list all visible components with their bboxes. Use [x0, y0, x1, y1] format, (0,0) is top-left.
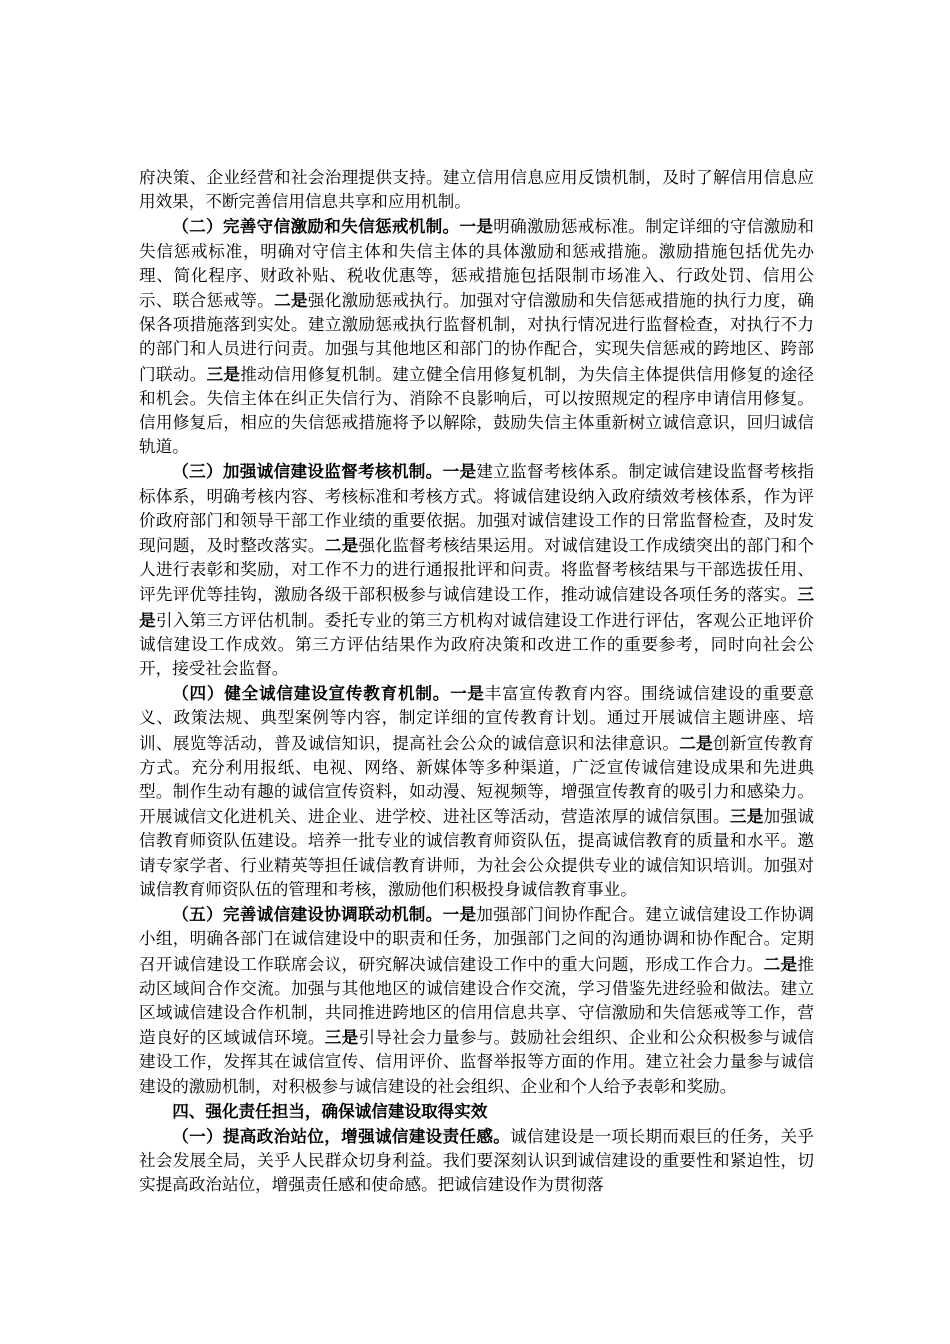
bold-text-segment: 四、强化责任担当，确保诚信建设取得实效	[172, 1100, 488, 1121]
bold-text-segment: 二是	[274, 290, 308, 311]
paragraph-publicity-education	[139, 681, 814, 902]
bold-text-segment: 三是	[139, 584, 814, 630]
text-segment: 府决策、企业经营和社会治理提供支持。建立信用信息应用反馈机制，及时了解信用信息应用效果，不断完善信用信息共享和应用机制。	[139, 168, 814, 212]
text-segment: 强化激励惩戒执行。加强对守信激励和失信惩戒措施的执行力度，确保各项措施落到实处。建立激励惩戒执行监督机制，对执行情况进行监督检查，对执行不力的部门和人员进行问责。加强与其他地区和部门的协作配合，实现失信惩戒的跨地区、跨部门联动。	[139, 291, 815, 384]
text-segment: 引入第三方评估机制。委托专业的第三方机构对诚信建设工作进行评估，客观公正地评价诚信建设工作成效。第三方评估结果作为政府决策和改进工作的重要参考，同时向社会公开，接受社会监督。	[139, 610, 815, 679]
bold-text-segment: （五）完善诚信建设协调联动机制。	[172, 904, 443, 925]
paragraph-supervision-assessment	[139, 459, 814, 681]
bold-text-segment: 二是	[324, 535, 359, 556]
text-segment: 引导社会力量参与。鼓励社会组织、企业和公众积极参与诚信建设工作，发挥其在诚信宣传、信用评价、监督举报等方面的作用。建立社会力量参与诚信建设的激励机制，对积极参与诚信建设的社会组织、企业和个人给予表彰和奖励。	[139, 1028, 815, 1096]
paragraph-political-stance	[139, 1124, 814, 1198]
text-segment: 创新宣传教育方式。充分利用报纸、电视、网络、新媒体等多种渠道，广泛宣传诚信建设成果和先进典型。制作生动有趣的诚信宣传资料，如动漫、短视频等，增强宣传教育的吸引力和感染力。开展诚信文化进机关、进企业、进学校、进社区等活动，营造浓厚的诚信氛围。	[139, 733, 815, 827]
text-segment: 诚信建设是一项长期而艰巨的任务，关乎社会发展全局，关乎人民群众切身利益。我们要深刻认识到诚信建设的重要性和紧迫性，切实提高政治站位，增强责任感和使命感。把诚信建设作为贯彻落	[139, 1126, 815, 1195]
paragraph-incentive-punishment	[139, 214, 814, 459]
bold-text-segment: （一）提高政治站位，增强诚信建设责任感。	[172, 1125, 511, 1146]
document-page	[139, 166, 814, 1198]
bold-text-segment: （三）加强诚信建设监督考核机制。	[172, 461, 443, 482]
bold-text-segment: 三是	[324, 1027, 359, 1048]
text-segment: 加强诚信教育师资队伍建设。培养一批专业的诚信教育师资队伍，提高诚信教育的质量和水平。邀请专家学者、行业精英等担任诚信教育讲师，为社会公众提供专业的诚信知识培训。加强对诚信教育师资队伍的管理和考核，激励他们积极投身诚信教育事业。	[139, 807, 814, 899]
section-heading-four	[139, 1099, 814, 1124]
text-segment: 建立监督考核体系。制定诚信建设监督考核指标体系，明确考核内容、考核标准和考核方式。将诚信建设纳入政府绩效考核体系，作为评价政府部门和领导干部工作业绩的重要依据。加强对诚信建设工作的日常监督检查，及时发现问题，及时整改落实。	[139, 462, 815, 556]
text-segment: 加强部门间协作配合。建立诚信建设工作协调小组，明确各部门在诚信建设中的职责和任务，加强部门之间的沟通协调和协作配合。定期召开诚信建设工作联席会议，研究解决诚信建设工作中的重大问题，形成工作合力。	[139, 905, 815, 974]
bold-text-segment: 一是	[442, 461, 477, 482]
bold-text-segment: 三是	[206, 363, 241, 384]
bold-text-segment: 一是	[450, 683, 485, 704]
bold-text-segment: 二是	[679, 732, 713, 753]
paragraph-coordination-linkage	[139, 902, 814, 1099]
text-segment: 推动区域间合作交流。加强与其他地区的诚信建设合作交流，学习借鉴先进经验和做法。建立区域诚信建设合作机制，共同推进跨地区的信用信息共享、守信激励和失信惩戒等工作，营造良好的区域诚信环境。	[139, 954, 814, 1048]
bold-text-segment: 二是	[763, 953, 798, 974]
text-segment: 强化监督考核结果运用。对诚信建设工作成绩突出的部门和个人进行表彰和奖励，对工作不力的进行通报批评和问责。将监督考核结果与干部选拔任用、评先评优等挂钩，激励各级干部积极参与诚信建设工作，推动诚信建设各项任务的落实。	[139, 536, 815, 605]
bold-text-segment: 一是	[442, 904, 477, 925]
bold-text-segment: 一是	[459, 216, 494, 237]
text-segment: 丰富宣传教育内容。围绕诚信建设的重要意义、政策法规、典型案例等内容，制定详细的宣传教育计划。通过开展诚信主题讲座、培训、展览等活动，普及诚信知识，提高社会公众的诚信意识和法律意识。	[139, 684, 814, 753]
bold-text-segment: （四）健全诚信建设宣传教育机制。	[172, 683, 451, 704]
bold-text-segment: 三是	[729, 806, 764, 827]
paragraph-credit-info-continuation	[139, 166, 814, 214]
bold-text-segment: （二）完善守信激励和失信惩戒机制。	[172, 216, 460, 237]
text-segment: 推动信用修复机制。建立健全信用修复机制，为失信主体提供信用修复的途径和机会。失信主体在纠正失信行为、消除不良影响后，可以按照规定的程序申请信用修复。信用修复后，相应的失信惩戒措施将予以解除，鼓励失信主体重新树立诚信意识，回归诚信轨道。	[139, 364, 815, 457]
text-segment: 明确激励惩戒标准。制定详细的守信激励和失信惩戒标准，明确对守信主体和失信主体的具体激励和惩戒措施。激励措施包括优先办理、简化程序、财政补贴、税收优惠等，惩戒措施包括限制市场准入、行政处罚、信用公示、联合惩戒等。	[139, 217, 815, 311]
